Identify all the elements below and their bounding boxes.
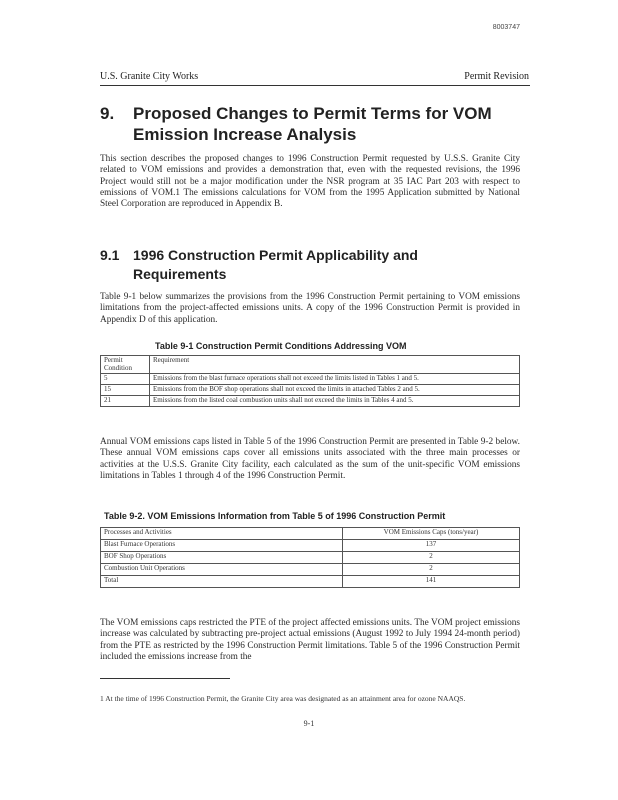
paragraph-table-summary: Table 9-1 below summarizes the provisions from the 1996 Construction Permit pertaining to VOM emissions limitations from the project-affected emissions units. A copy of the 1996 Construction Permit is provided in Appendix D of this application.: [100, 292, 520, 325]
subsection-number: 9.1: [100, 247, 120, 263]
table1-cell: Emissions from the blast furnace operations shall not exceed the limits listed in Tables 1 and 5.: [150, 374, 520, 385]
table2-cell: BOF Shop Operations: [101, 552, 343, 564]
footnote-rule: [100, 678, 230, 679]
permit-conditions-table: [100, 355, 520, 407]
table-row: [101, 552, 520, 564]
table-row: [101, 374, 520, 385]
paragraph-project-increase: The VOM emissions caps restricted the PTE of the project affected emissions units. The VOM project emissions increase was calculated by subtracting pre-project actual emissions (August 1992 to July 1994 24-month period) from the PTE as restricted by the 1996 Construction Permit limitations. Table 5 of the 1996 Construction Permit included the emissions increase from the: [100, 618, 520, 662]
table2-cell: 141: [343, 576, 520, 588]
bates-number: 8003747: [492, 24, 520, 31]
table-row: [101, 385, 520, 396]
table-row: [101, 564, 520, 576]
table2-header-process: Processes and Activities: [101, 528, 343, 540]
table-row: [101, 396, 520, 407]
table2-cell: 2: [343, 564, 520, 576]
table1-caption: Table 9-1 Construction Permit Conditions Addressing VOM: [155, 341, 407, 351]
vom-emissions-table: [100, 527, 520, 588]
header-left: U.S. Granite City Works: [100, 71, 199, 82]
table2-cell: 137: [343, 540, 520, 552]
table2-cell: Blast Furnace Operations: [101, 540, 343, 552]
table1-cell: 5: [101, 374, 150, 385]
page-number: 9-1: [303, 719, 315, 728]
table1-header-requirement: Requirement: [150, 356, 520, 374]
table2-cell: Combustion Unit Operations: [101, 564, 343, 576]
footnote: 1 At the time of 1996 Construction Permit, the Granite City area was designated as an attainment area for ozone NAAQS.: [100, 694, 466, 703]
table2-caption: Table 9-2. VOM Emissions Information from Table 5 of 1996 Construction Permit: [104, 511, 446, 521]
table2-cell: 2: [343, 552, 520, 564]
table1-cell: 21: [101, 396, 150, 407]
table-row: [101, 540, 520, 552]
table-row: [101, 576, 520, 588]
header-rule: [100, 85, 530, 86]
table1-cell: 15: [101, 385, 150, 396]
table1-cell: Emissions from the listed coal combustion units shall not exceed the limits in Tables 4 and 5.: [150, 396, 520, 407]
table1-cell: Emissions from the BOF shop operations shall not exceed the limits in attached Tables 2 and 5.: [150, 385, 520, 396]
section-title: Proposed Changes to Permit Terms for VOM Emission Increase Analysis: [133, 104, 492, 144]
header-right: Permit Revision: [464, 71, 529, 82]
subsection-title: 1996 Construction Permit Applicability and Requirements: [133, 247, 418, 282]
paragraph-emission-caps: Annual VOM emissions caps listed in Table 5 of the 1996 Construction Permit are presented in Table 9-2 below. These annual VOM emissions caps cover all emissions units associated with the three main processes or activities at the U.S.S. Granite City facility, each calculated as the sum of the unit-specific VOM emissions limitations in Tables 1 through 4 of the 1996 Construction Permit.: [100, 437, 520, 481]
table2-header-caps: VOM Emissions Caps (tons/year): [343, 528, 520, 540]
section-number: 9.: [100, 104, 115, 123]
table2-cell: Total: [101, 576, 343, 588]
table1-header-condition: Permit Condition: [101, 356, 150, 374]
section-intro-paragraph: This section describes the proposed changes to 1996 Construction Permit requested by U.S.S. Granite City related to VOM emissions and provides a demonstration that, even with the requested revisions, the 1996 Project would still not be a major modification under the NSR program at 35 IAC Part 203 with respect to emissions of VOM.1 The emissions calculations for VOM from the 1995 Application submitted by National Steel Corporation are reproduced in Appendix B.: [100, 154, 520, 210]
